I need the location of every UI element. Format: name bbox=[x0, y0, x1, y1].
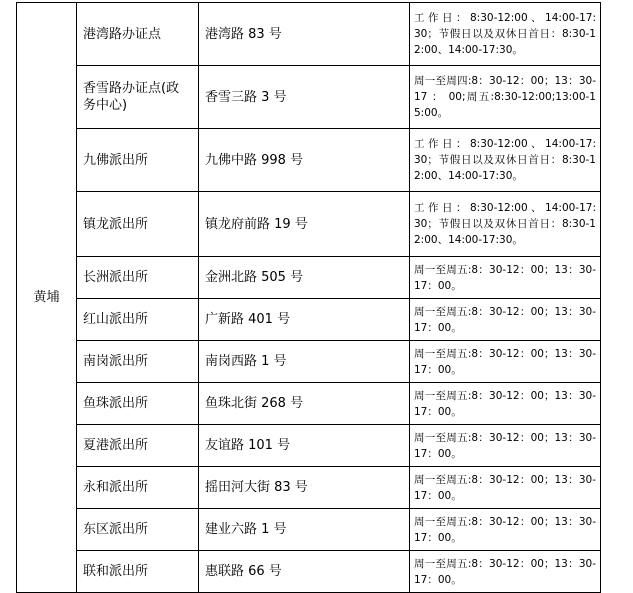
office-hours: 周一至周五:8：30-12：00；13：30-17：00。 bbox=[410, 425, 601, 467]
office-address: 友谊路 101 号 bbox=[199, 425, 410, 467]
table-row bbox=[17, 383, 601, 425]
office-address: 香雪三路 3 号 bbox=[199, 66, 410, 129]
office-hours: 周一至周五:8：30-12：00；13：30-17：00。 bbox=[410, 341, 601, 383]
office-name: 九佛派出所 bbox=[77, 129, 199, 192]
office-hours: 工 作 日 ： 8:30-12:00 、 14:00-17:30；节假日以及双休日首日：8:30-12:00、14:00-17:30。 bbox=[410, 129, 601, 192]
office-hours: 工 作 日 ： 8:30-12:00 、 14:00-17:30；节假日以及双休日首日：8:30-12:00、14:00-17:30。 bbox=[410, 3, 601, 66]
office-address: 南岗西路 1 号 bbox=[199, 341, 410, 383]
office-address: 建业六路 1 号 bbox=[199, 509, 410, 551]
office-hours: 周一至周四:8：30-12：00；13：30-17 ： 00;周五:8:30-12:00;13:00-15:00。 bbox=[410, 66, 601, 129]
table-row bbox=[17, 425, 601, 467]
office-name: 长洲派出所 bbox=[77, 257, 199, 299]
office-name: 镇龙派出所 bbox=[77, 192, 199, 257]
office-address: 摇田河大街 83 号 bbox=[199, 467, 410, 509]
office-hours: 周一至周五:8：30-12：00；13：30-17：00。 bbox=[410, 509, 601, 551]
office-table bbox=[16, 2, 601, 593]
table-row bbox=[17, 257, 601, 299]
office-address: 广新路 401 号 bbox=[199, 299, 410, 341]
table-row bbox=[17, 66, 601, 129]
table-row bbox=[17, 467, 601, 509]
office-hours: 周一至周五:8：30-12：00；13：30-17：00。 bbox=[410, 551, 601, 593]
table-row bbox=[17, 299, 601, 341]
office-address: 港湾路 83 号 bbox=[199, 3, 410, 66]
office-hours: 周一至周五:8：30-12：00；13：30-17：00。 bbox=[410, 299, 601, 341]
office-name: 夏港派出所 bbox=[77, 425, 199, 467]
table-row bbox=[17, 551, 601, 593]
office-name: 香雪路办证点(政务中心) bbox=[77, 66, 199, 129]
office-name: 南岗派出所 bbox=[77, 341, 199, 383]
office-address: 惠联路 66 号 bbox=[199, 551, 410, 593]
table-row bbox=[17, 509, 601, 551]
office-name: 港湾路办证点 bbox=[77, 3, 199, 66]
office-address: 金洲北路 505 号 bbox=[199, 257, 410, 299]
office-address: 镇龙府前路 19 号 bbox=[199, 192, 410, 257]
table-row bbox=[17, 341, 601, 383]
office-hours: 周一至周五:8：30-12：00；13：30-17：00。 bbox=[410, 467, 601, 509]
district-cell: 黄埔 bbox=[17, 3, 77, 593]
office-name: 永和派出所 bbox=[77, 467, 199, 509]
table-row bbox=[17, 192, 601, 257]
office-name: 鱼珠派出所 bbox=[77, 383, 199, 425]
table-row bbox=[17, 3, 601, 66]
office-hours: 周一至周五:8：30-12：00；13：30-17：00。 bbox=[410, 257, 601, 299]
office-name: 红山派出所 bbox=[77, 299, 199, 341]
office-address: 九佛中路 998 号 bbox=[199, 129, 410, 192]
office-name: 东区派出所 bbox=[77, 509, 199, 551]
office-name: 联和派出所 bbox=[77, 551, 199, 593]
office-hours: 工 作 日 ： 8:30-12:00 、 14:00-17:30；节假日以及双休日首日：8:30-12:00、14:00-17:30。 bbox=[410, 192, 601, 257]
office-address: 鱼珠北街 268 号 bbox=[199, 383, 410, 425]
office-hours: 周一至周五:8：30-12：00；13：30-17：00。 bbox=[410, 383, 601, 425]
table-row bbox=[17, 129, 601, 192]
